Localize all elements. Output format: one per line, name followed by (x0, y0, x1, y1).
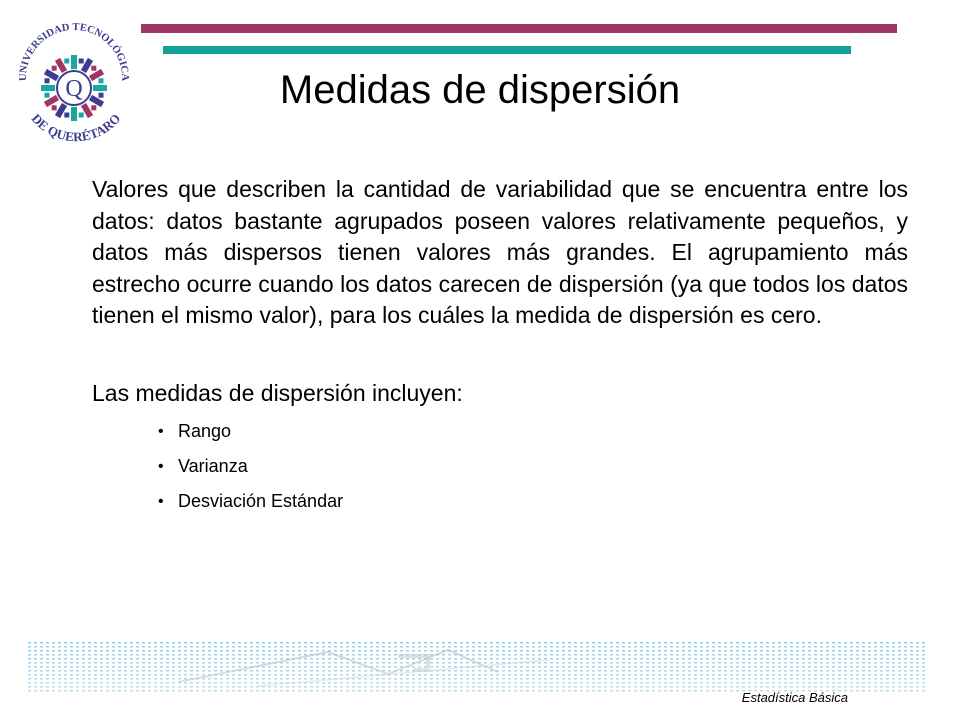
logo-letter: Q (65, 76, 83, 102)
logo-ray-block (99, 93, 104, 98)
logo-ray (45, 98, 57, 105)
slide-title: Medidas de dispersión (279, 68, 681, 112)
logo-ray (58, 59, 65, 71)
list-item-varianza (158, 449, 343, 484)
logo-ray-block (45, 78, 50, 83)
footer-decorative-band (28, 642, 928, 694)
logo-ray (58, 105, 65, 117)
logo-ray (45, 72, 57, 79)
bullet-icon: • (158, 423, 164, 440)
list-item-label: Desviación Estándar (178, 491, 344, 511)
list-item-rango (158, 414, 343, 449)
logo-ray-block (64, 113, 69, 118)
list-intro: Las medidas de dispersión incluyen: (92, 380, 463, 406)
top-accent-bar (141, 24, 897, 33)
dispersion-measures-list (158, 414, 343, 519)
logo-ray-block (52, 66, 57, 71)
footer-course-name: Estadística Básica (741, 690, 848, 705)
logo-ray-block (91, 66, 96, 71)
logo-ray-block (91, 105, 96, 110)
bullet-icon: • (158, 458, 164, 475)
logo-ray (91, 72, 103, 79)
bullet-icon: • (158, 493, 164, 510)
logo-ray (91, 98, 103, 105)
logo-ray-block (64, 59, 69, 64)
logo-ray-block (79, 113, 84, 118)
logo-ray-block (45, 93, 50, 98)
list-item-label: Varianza (178, 456, 248, 476)
list-item-desviacion-estandar (158, 484, 343, 519)
logo-ray-block (99, 78, 104, 83)
definition-paragraph: Valores que describen la cantidad de variabilidad que se encuentra entre los datos: datos bastante agrupados poseen valores relativamente pequeños, y datos más dispersos tienen valores más grandes. El agrupamiento más estrecho ocurre cuando los datos carecen de dispersión (ya que todos los datos tienen el mismo valor), para los cuáles la medida de dispersión es cero. (92, 176, 908, 328)
logo-ray-block (52, 105, 57, 110)
logo-ray-block (79, 59, 84, 64)
logo-top-text: UNIVERSIDAD TECNOLÓGICA (17, 21, 131, 82)
list-item-label: Rango (178, 421, 232, 441)
bottom-accent-bar (163, 46, 851, 54)
logo-ray (84, 105, 91, 117)
university-logo (12, 8, 136, 158)
logo-ray (84, 59, 91, 71)
logo-bottom-text: DE QUERÉTARO (28, 110, 124, 145)
